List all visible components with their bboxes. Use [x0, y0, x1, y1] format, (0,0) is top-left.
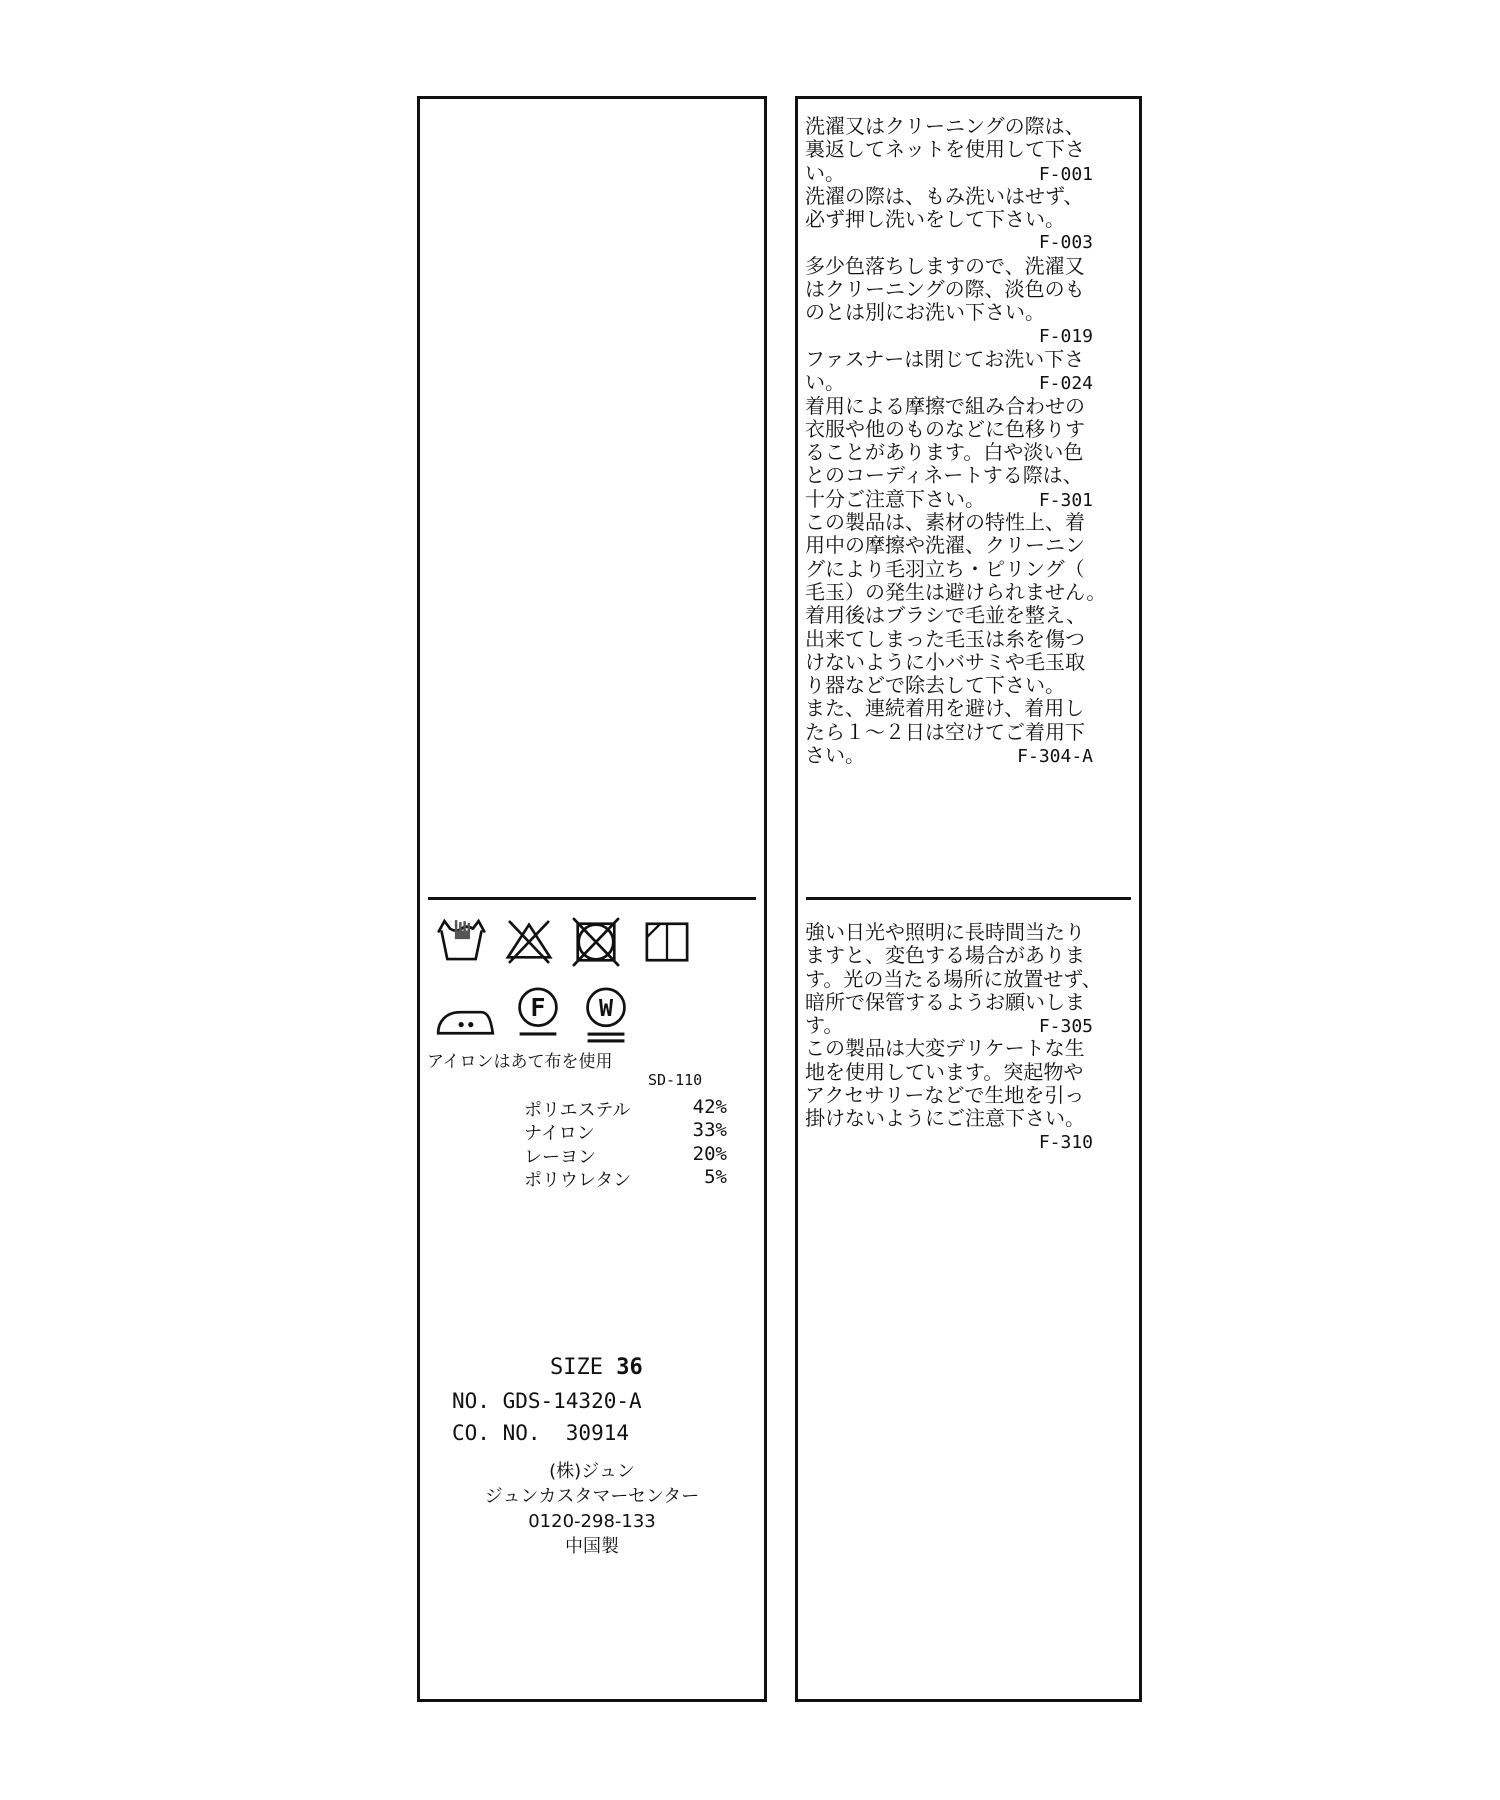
fiber-name: レーヨン [524, 1146, 596, 1168]
instruction-text: ファスナーは閉じてお洗い下さ [805, 346, 1085, 371]
care-instruction-line [805, 278, 1093, 301]
care-instruction-line [805, 966, 1102, 991]
fiber-percent: 20% [692, 1142, 727, 1165]
fiber-percent: 33% [692, 1119, 727, 1142]
care-instruction-line [805, 255, 1093, 278]
instruction-text: この製品は、素材の特性上、着 [805, 510, 1085, 535]
care-instruction-line [805, 558, 1093, 581]
fiber-composition-row [524, 1143, 727, 1166]
do-not-bleach-icon [502, 917, 556, 965]
fiber-name: ナイロン [524, 1123, 595, 1145]
instruction-text: 毛玉）の発生は避けられません。 [805, 579, 1107, 604]
care-instructions-top [805, 114, 1107, 768]
do-not-tumble-dry-icon [569, 917, 623, 967]
left-label-panel [417, 96, 767, 1702]
fiber-composition-row [524, 1119, 727, 1145]
instruction-text: 必ず押し洗いをして下さい。 [805, 207, 1065, 232]
instruction-text: 着用後はブラシで毛並を整え、 [805, 603, 1087, 628]
wet-clean-W-very-gentle-icon [580, 985, 632, 1051]
fiber-name: ポリエステル [524, 1100, 631, 1121]
fiber-percent: 5% [704, 1165, 727, 1188]
company-info-line: 中国製 [565, 1536, 619, 1557]
care-instruction-line [805, 325, 1093, 348]
care-instruction-line [805, 1037, 1093, 1060]
care-instruction-line [805, 628, 1093, 651]
care-instruction-line [805, 944, 1093, 967]
care-instruction-line [805, 441, 1093, 464]
instruction-text: ますと、変色する場合がありま [805, 943, 1085, 968]
care-instruction-line [805, 651, 1093, 674]
care-instruction-line [805, 488, 1093, 511]
instruction-text: 衣服や他のものなどに色移りす [805, 416, 1085, 441]
instruction-text: 裏返してネットを使用して下さ [805, 137, 1085, 162]
care-instruction-line [805, 185, 1093, 208]
care-instruction-line [805, 744, 1093, 767]
instruction-text: とのコーディネートする際は、 [805, 463, 1083, 488]
hand-wash-icon [434, 917, 489, 965]
fiber-composition-list [524, 1096, 727, 1189]
company-info-line: 0120-298-133 [528, 1511, 656, 1532]
care-instruction-line [805, 464, 1093, 487]
care-symbols-row-1 [434, 917, 692, 967]
instruction-text: グにより毛羽立ち・ピリング（ [805, 556, 1085, 581]
instruction-text: アクセサリーなどで生地を引っ [805, 1083, 1085, 1108]
care-instruction-line [805, 231, 1093, 254]
care-instruction-line [805, 721, 1093, 744]
instruction-text: 洗濯又はクリーニングの際は、 [805, 114, 1085, 138]
instruction-text: り器などで除去して下さい。 [805, 673, 1065, 698]
care-instruction-line [805, 604, 1093, 627]
instruction-text: 用中の摩擦や洗濯、クリーニン [805, 533, 1085, 558]
instruction-text: 十分ご注意下さい。 [805, 486, 985, 511]
instruction-text: 多少色落ちしますので、洗濯又 [805, 253, 1085, 278]
instruction-text: 掛けないようにご注意下さい。 [805, 1106, 1085, 1131]
svg-text:F: F [530, 992, 546, 1022]
instruction-code: F-301 [1038, 489, 1093, 511]
instruction-text: 洗濯の際は、もみ洗いはせず、 [805, 183, 1084, 208]
instruction-text: ることがあります。白や淡い色 [805, 440, 1084, 465]
instruction-text: また、連続着用を避け、着用し [805, 696, 1085, 721]
care-instruction-line [805, 1107, 1093, 1130]
instruction-text: 出来てしまった毛玉は糸を傷つ [805, 626, 1085, 651]
care-instruction-line [805, 208, 1093, 231]
instruction-text: い。 [805, 160, 845, 185]
fiber-percent: 42% [692, 1096, 727, 1118]
instruction-text: はクリーニングの際、淡色のも [805, 277, 1085, 302]
fabric-code: SD-110 [648, 1071, 703, 1089]
care-instructions-bottom [805, 920, 1102, 1154]
fiber-name: ポリウレタン [524, 1169, 632, 1191]
care-instruction-line [805, 697, 1093, 720]
instruction-text: 強い日光や照明に長時間当たり [805, 920, 1085, 944]
instruction-text: す。 [805, 1013, 844, 1038]
care-instruction-line [805, 115, 1093, 138]
instruction-code: F-024 [1038, 373, 1093, 395]
care-instruction-line [805, 301, 1093, 324]
size-label: SIZE [550, 1355, 617, 1380]
care-instruction-line [805, 348, 1093, 371]
company-info-line: ジュンカスタマーセンター [484, 1486, 700, 1507]
svg-text:W: W [598, 995, 614, 1023]
care-instruction-line [805, 1131, 1093, 1154]
color-number: CO. NO. 30914 [452, 1421, 630, 1445]
care-instruction-line [805, 138, 1093, 161]
instruction-code: F-003 [1038, 232, 1093, 254]
product-number: NO. GDS-14320-A [452, 1389, 642, 1413]
right-label-panel [795, 96, 1142, 1702]
instruction-text: す。光の当たる場所に放置せず、 [805, 966, 1102, 991]
iron-medium-icon [434, 993, 496, 1039]
instruction-code: F-001 [1038, 163, 1093, 185]
instruction-text: 地を使用しています。突起物や [805, 1059, 1084, 1084]
instruction-text: のとは別にお洗い下さい。 [805, 300, 1045, 325]
line-dry-in-shade-icon [642, 919, 692, 965]
care-instruction-line [805, 162, 1093, 185]
company-info-line: (株)ジュン [549, 1461, 635, 1482]
instruction-code: F-019 [1038, 325, 1093, 347]
instruction-text: 暗所で保管するようお願いしま [805, 989, 1085, 1014]
care-symbols-row-2 [434, 985, 632, 1051]
instruction-code: F-305 [1038, 1016, 1093, 1038]
fiber-composition-row [524, 1166, 727, 1189]
instruction-text: さい。 [805, 743, 865, 768]
care-instruction-line [805, 1084, 1093, 1107]
size-line [550, 1355, 643, 1380]
care-instruction-line [805, 1014, 1093, 1037]
instruction-text: たら１～２日は空けてご着用下 [805, 719, 1085, 744]
left-panel-divider [428, 897, 756, 900]
instruction-code: F-304-A [1017, 746, 1093, 768]
care-instruction-line [805, 511, 1093, 534]
care-instruction-line [805, 534, 1093, 557]
iron-note-text: アイロンはあて布を使用 [427, 1052, 613, 1072]
care-instruction-line [805, 371, 1093, 394]
care-instruction-line [805, 1061, 1093, 1084]
company-info-block [420, 1459, 764, 1559]
instruction-text: けないように小バサミや毛玉取 [805, 649, 1085, 674]
instruction-text: い。 [805, 370, 845, 395]
right-panel-divider [806, 897, 1131, 900]
care-instruction-line [805, 418, 1093, 441]
size-value: 36 [616, 1355, 643, 1380]
care-instruction-line [805, 991, 1093, 1014]
care-instruction-line [805, 395, 1093, 418]
care-instruction-line [805, 579, 1107, 604]
care-instruction-line [805, 921, 1093, 944]
fiber-composition-row [524, 1096, 727, 1119]
instruction-code: F-310 [1038, 1131, 1093, 1153]
dry-clean-F-gentle-icon [512, 985, 564, 1045]
care-instruction-line [805, 674, 1093, 697]
instruction-text: 着用による摩擦で組み合わせの [805, 393, 1085, 418]
instruction-text: この製品は大変デリケートな生 [805, 1036, 1085, 1061]
